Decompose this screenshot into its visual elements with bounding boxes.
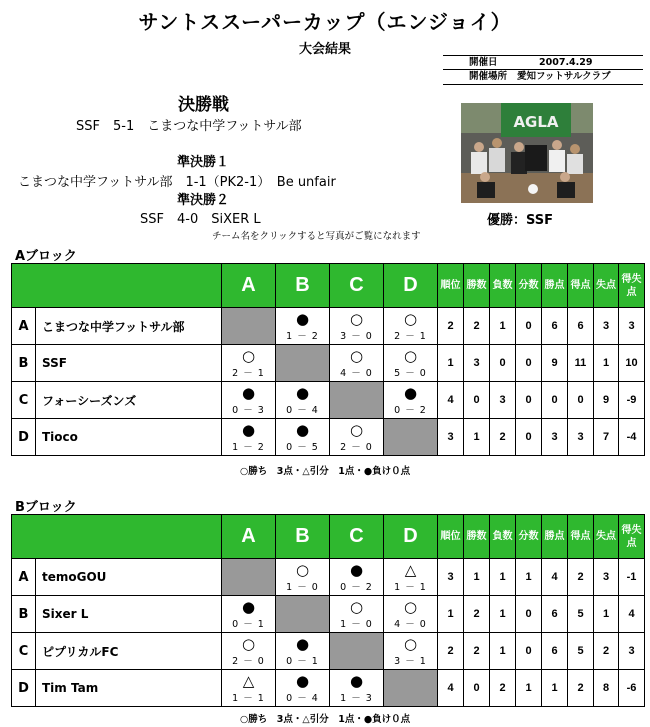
table-row bbox=[12, 559, 645, 596]
match-score: 3 － 0 bbox=[340, 331, 373, 342]
stat-value: 2 bbox=[594, 633, 619, 670]
stat-value: 4 bbox=[542, 559, 568, 596]
stat-value: 2 bbox=[568, 670, 594, 707]
col-header-letter: D bbox=[384, 515, 438, 559]
result-symbol-icon: ● bbox=[295, 421, 310, 439]
stat-value: 9 bbox=[542, 345, 568, 382]
result-symbol-icon: ○ bbox=[241, 635, 256, 653]
stat-value: -4 bbox=[619, 419, 645, 456]
stat-value: -6 bbox=[619, 670, 645, 707]
stat-header: 勝点 bbox=[542, 515, 568, 559]
stat-header: 得失点 bbox=[619, 264, 645, 308]
semi2-result: SSF 4-0 SiXER L bbox=[140, 212, 261, 227]
stat-header: 失点 bbox=[594, 264, 619, 308]
match-result-cell bbox=[330, 596, 384, 633]
team-name-link[interactable]: Tim Tam bbox=[36, 670, 222, 707]
stat-value: 0 bbox=[542, 382, 568, 419]
stat-header: 分数 bbox=[516, 515, 542, 559]
col-header-letter: B bbox=[276, 264, 330, 308]
row-label: D bbox=[12, 419, 36, 456]
stat-value: 0 bbox=[516, 345, 542, 382]
col-header-letter: A bbox=[222, 515, 276, 559]
match-result-cell bbox=[222, 670, 276, 707]
stat-value: 3 bbox=[619, 308, 645, 345]
stat-value: 0 bbox=[464, 670, 490, 707]
stat-value: 6 bbox=[568, 308, 594, 345]
result-symbol-icon: ● bbox=[295, 672, 310, 690]
stat-value: 0 bbox=[490, 345, 516, 382]
team-name-link[interactable]: フォーシーズンズ bbox=[36, 382, 222, 419]
stat-header: 分数 bbox=[516, 264, 542, 308]
match-result-cell bbox=[222, 419, 276, 456]
self-match-cell bbox=[276, 596, 330, 633]
stat-value: 5 bbox=[568, 633, 594, 670]
self-match-cell bbox=[384, 419, 438, 456]
header-blank bbox=[12, 264, 222, 308]
match-result-cell bbox=[384, 345, 438, 382]
table-header-row bbox=[12, 515, 645, 559]
row-label: A bbox=[12, 308, 36, 345]
stat-value: 1 bbox=[438, 596, 464, 633]
stat-value: 8 bbox=[594, 670, 619, 707]
result-symbol-icon: ○ bbox=[403, 310, 418, 328]
stat-value: 0 bbox=[516, 382, 542, 419]
event-info bbox=[443, 55, 643, 85]
match-score: 2 － 1 bbox=[394, 331, 427, 342]
match-score: 0 － 5 bbox=[286, 442, 319, 453]
stat-header: 得点 bbox=[568, 264, 594, 308]
match-score: 3 － 1 bbox=[394, 656, 427, 667]
team-name-link[interactable]: Tioco bbox=[36, 419, 222, 456]
stat-header: 勝数 bbox=[464, 515, 490, 559]
stat-value: 0 bbox=[516, 633, 542, 670]
header-blank bbox=[12, 515, 222, 559]
match-result-cell bbox=[222, 633, 276, 670]
result-symbol-icon: ● bbox=[295, 384, 310, 402]
stat-value: -1 bbox=[619, 559, 645, 596]
winner-label: 優勝：SSF bbox=[487, 213, 554, 228]
result-symbol-icon: ● bbox=[349, 672, 364, 690]
match-score: 1 － 0 bbox=[286, 582, 319, 593]
stat-value: 3 bbox=[594, 559, 619, 596]
row-label: D bbox=[12, 670, 36, 707]
stat-value: 2 bbox=[464, 633, 490, 670]
table-row bbox=[12, 345, 645, 382]
venue-value: 愛知フットサルクラブ bbox=[517, 71, 611, 82]
stat-value: 3 bbox=[464, 345, 490, 382]
self-match-cell bbox=[222, 559, 276, 596]
photo-note: チーム名をクリックすると写真がご覧になれます bbox=[212, 231, 421, 242]
semi2-heading: 準決勝２ bbox=[177, 193, 230, 208]
match-result-cell bbox=[222, 345, 276, 382]
match-result-cell bbox=[276, 419, 330, 456]
stat-header: 順位 bbox=[438, 264, 464, 308]
result-symbol-icon: ● bbox=[241, 421, 256, 439]
stat-value: 1 bbox=[438, 345, 464, 382]
result-symbol-icon: ● bbox=[403, 384, 418, 402]
row-label: C bbox=[12, 382, 36, 419]
match-result-cell bbox=[384, 382, 438, 419]
match-score: 5 － 0 bbox=[394, 368, 427, 379]
semi1-result: こまつな中学フットサル部 1-1（PK2-1） Be unfair bbox=[18, 175, 336, 190]
match-score: 0 － 2 bbox=[340, 582, 373, 593]
stat-value: 2 bbox=[438, 308, 464, 345]
table-header-row bbox=[12, 264, 645, 308]
match-score: 0 － 4 bbox=[286, 405, 319, 416]
self-match-cell bbox=[222, 308, 276, 345]
stat-value: 5 bbox=[568, 596, 594, 633]
col-header-letter: B bbox=[276, 515, 330, 559]
venue-label: 開催場所 bbox=[469, 71, 508, 82]
stat-value: 0 bbox=[516, 596, 542, 633]
venue-row bbox=[443, 70, 643, 85]
match-result-cell bbox=[276, 382, 330, 419]
stat-value: 3 bbox=[594, 308, 619, 345]
row-label: B bbox=[12, 345, 36, 382]
match-score: 2 － 0 bbox=[340, 442, 373, 453]
stat-value: 6 bbox=[542, 596, 568, 633]
result-symbol-icon: △ bbox=[404, 561, 417, 579]
stat-header: 失点 bbox=[594, 515, 619, 559]
stat-value: 3 bbox=[619, 633, 645, 670]
match-result-cell bbox=[330, 559, 384, 596]
stat-value: 6 bbox=[542, 633, 568, 670]
match-result-cell bbox=[330, 345, 384, 382]
stat-header: 得失点 bbox=[619, 515, 645, 559]
stat-value: 2 bbox=[490, 419, 516, 456]
date-label: 開催日 bbox=[469, 57, 498, 68]
match-result-cell bbox=[384, 596, 438, 633]
self-match-cell bbox=[330, 633, 384, 670]
stat-value: 3 bbox=[438, 419, 464, 456]
stat-value: 0 bbox=[516, 308, 542, 345]
table-row bbox=[12, 308, 645, 345]
match-score: 2 － 1 bbox=[232, 368, 265, 379]
team-name-link[interactable]: temoGOU bbox=[36, 559, 222, 596]
stat-value: 7 bbox=[594, 419, 619, 456]
team-photo bbox=[461, 103, 593, 203]
table-row bbox=[12, 633, 645, 670]
block-a-table bbox=[11, 263, 645, 456]
match-result-cell bbox=[384, 308, 438, 345]
page-subtitle: 大会結果 bbox=[298, 42, 351, 57]
match-score: 1 － 3 bbox=[340, 693, 373, 704]
stat-value: 1 bbox=[464, 559, 490, 596]
team-name-link[interactable]: Sixer L bbox=[36, 596, 222, 633]
result-symbol-icon: ○ bbox=[349, 421, 364, 439]
date-row bbox=[443, 55, 643, 70]
table-row bbox=[12, 670, 645, 707]
col-header-letter: D bbox=[384, 264, 438, 308]
stat-value: 4 bbox=[438, 670, 464, 707]
result-symbol-icon: ○ bbox=[349, 347, 364, 365]
stat-value: 2 bbox=[490, 670, 516, 707]
result-symbol-icon: ○ bbox=[241, 347, 256, 365]
stat-value: 2 bbox=[464, 596, 490, 633]
stat-header: 勝数 bbox=[464, 264, 490, 308]
stat-value: 1 bbox=[594, 596, 619, 633]
stat-header: 負数 bbox=[490, 515, 516, 559]
result-symbol-icon: ○ bbox=[295, 561, 310, 579]
page-title: サントススーパーカップ（エンジョイ） bbox=[138, 10, 512, 34]
col-header-letter: C bbox=[330, 515, 384, 559]
match-result-cell bbox=[222, 596, 276, 633]
stat-value: 2 bbox=[568, 559, 594, 596]
table-row bbox=[12, 596, 645, 633]
stat-header: 順位 bbox=[438, 515, 464, 559]
result-symbol-icon: ● bbox=[295, 310, 310, 328]
col-header-letter: A bbox=[222, 264, 276, 308]
result-symbol-icon: △ bbox=[242, 672, 255, 690]
stat-header: 勝点 bbox=[542, 264, 568, 308]
block-a-legend: ○勝ち 3点・△引分 1点・●負け０点 bbox=[240, 466, 411, 477]
match-result-cell bbox=[330, 419, 384, 456]
stat-header: 得点 bbox=[568, 515, 594, 559]
stat-value: 11 bbox=[568, 345, 594, 382]
match-score: 0 － 1 bbox=[286, 656, 319, 667]
stat-value: 3 bbox=[490, 382, 516, 419]
stat-value: 1 bbox=[516, 670, 542, 707]
team-name-link[interactable]: SSF bbox=[36, 345, 222, 382]
match-score: 1 － 2 bbox=[232, 442, 265, 453]
result-symbol-icon: ○ bbox=[349, 310, 364, 328]
match-score: 2 － 0 bbox=[232, 656, 265, 667]
block-b-legend: ○勝ち 3点・△引分 1点・●負け０点 bbox=[240, 714, 411, 725]
match-score: 1 － 1 bbox=[232, 693, 265, 704]
team-name-link[interactable]: こまつな中学フットサル部 bbox=[36, 308, 222, 345]
match-result-cell bbox=[276, 559, 330, 596]
match-score: 0 － 3 bbox=[232, 405, 265, 416]
row-label: A bbox=[12, 559, 36, 596]
date-value: 2007.4.29 bbox=[539, 57, 593, 68]
match-score: 1 － 0 bbox=[340, 619, 373, 630]
stat-value: 0 bbox=[464, 382, 490, 419]
stat-value: 9 bbox=[594, 382, 619, 419]
stat-value: 3 bbox=[568, 419, 594, 456]
stat-value: 4 bbox=[619, 596, 645, 633]
stat-value: 1 bbox=[594, 345, 619, 382]
match-result-cell bbox=[222, 382, 276, 419]
col-header-letter: C bbox=[330, 264, 384, 308]
table-row bbox=[12, 382, 645, 419]
result-symbol-icon: ○ bbox=[403, 598, 418, 616]
match-score: 4 － 0 bbox=[394, 619, 427, 630]
final-result: SSF 5-1 こまつな中学フットサル部 bbox=[76, 119, 302, 134]
match-score: 1 － 1 bbox=[394, 582, 427, 593]
row-label: B bbox=[12, 596, 36, 633]
match-result-cell bbox=[276, 670, 330, 707]
stat-value: 2 bbox=[464, 308, 490, 345]
stat-value: 3 bbox=[438, 559, 464, 596]
stat-value: 1 bbox=[490, 308, 516, 345]
stat-value: 1 bbox=[464, 419, 490, 456]
block-a-title: Aブロック bbox=[15, 249, 77, 264]
match-result-cell bbox=[276, 633, 330, 670]
final-heading: 決勝戦 bbox=[178, 95, 229, 115]
stat-value: 4 bbox=[438, 382, 464, 419]
match-result-cell bbox=[330, 308, 384, 345]
self-match-cell bbox=[276, 345, 330, 382]
stat-value: -9 bbox=[619, 382, 645, 419]
self-match-cell bbox=[330, 382, 384, 419]
block-b-table bbox=[11, 514, 645, 707]
result-symbol-icon: ○ bbox=[403, 635, 418, 653]
stat-value: 0 bbox=[516, 419, 542, 456]
stat-value: 1 bbox=[490, 596, 516, 633]
block-b-title: Bブロック bbox=[15, 500, 77, 515]
match-score: 4 － 0 bbox=[340, 368, 373, 379]
self-match-cell bbox=[384, 670, 438, 707]
match-score: 0 － 4 bbox=[286, 693, 319, 704]
stat-header: 負数 bbox=[490, 264, 516, 308]
match-score: 1 － 2 bbox=[286, 331, 319, 342]
stat-value: 1 bbox=[516, 559, 542, 596]
result-symbol-icon: ● bbox=[241, 384, 256, 402]
result-symbol-icon: ○ bbox=[349, 598, 364, 616]
result-symbol-icon: ● bbox=[241, 598, 256, 616]
stat-value: 1 bbox=[542, 670, 568, 707]
match-score: 0 － 2 bbox=[394, 405, 427, 416]
stat-value: 3 bbox=[542, 419, 568, 456]
semi1-heading: 準決勝１ bbox=[177, 155, 230, 170]
match-result-cell bbox=[276, 308, 330, 345]
row-label: C bbox=[12, 633, 36, 670]
team-photo-image bbox=[461, 103, 593, 203]
match-result-cell bbox=[384, 633, 438, 670]
match-result-cell bbox=[384, 559, 438, 596]
match-score: 0 － 1 bbox=[232, 619, 265, 630]
stat-value: 1 bbox=[490, 633, 516, 670]
result-symbol-icon: ● bbox=[349, 561, 364, 579]
banner-text: AGLA bbox=[513, 113, 559, 131]
stat-value: 2 bbox=[438, 633, 464, 670]
stat-value: 6 bbox=[542, 308, 568, 345]
stat-value: 0 bbox=[568, 382, 594, 419]
result-symbol-icon: ● bbox=[295, 635, 310, 653]
stat-value: 10 bbox=[619, 345, 645, 382]
match-result-cell bbox=[330, 670, 384, 707]
result-symbol-icon: ○ bbox=[403, 347, 418, 365]
stat-value: 1 bbox=[490, 559, 516, 596]
table-row bbox=[12, 419, 645, 456]
team-name-link[interactable]: ピプリカルFC bbox=[36, 633, 222, 670]
